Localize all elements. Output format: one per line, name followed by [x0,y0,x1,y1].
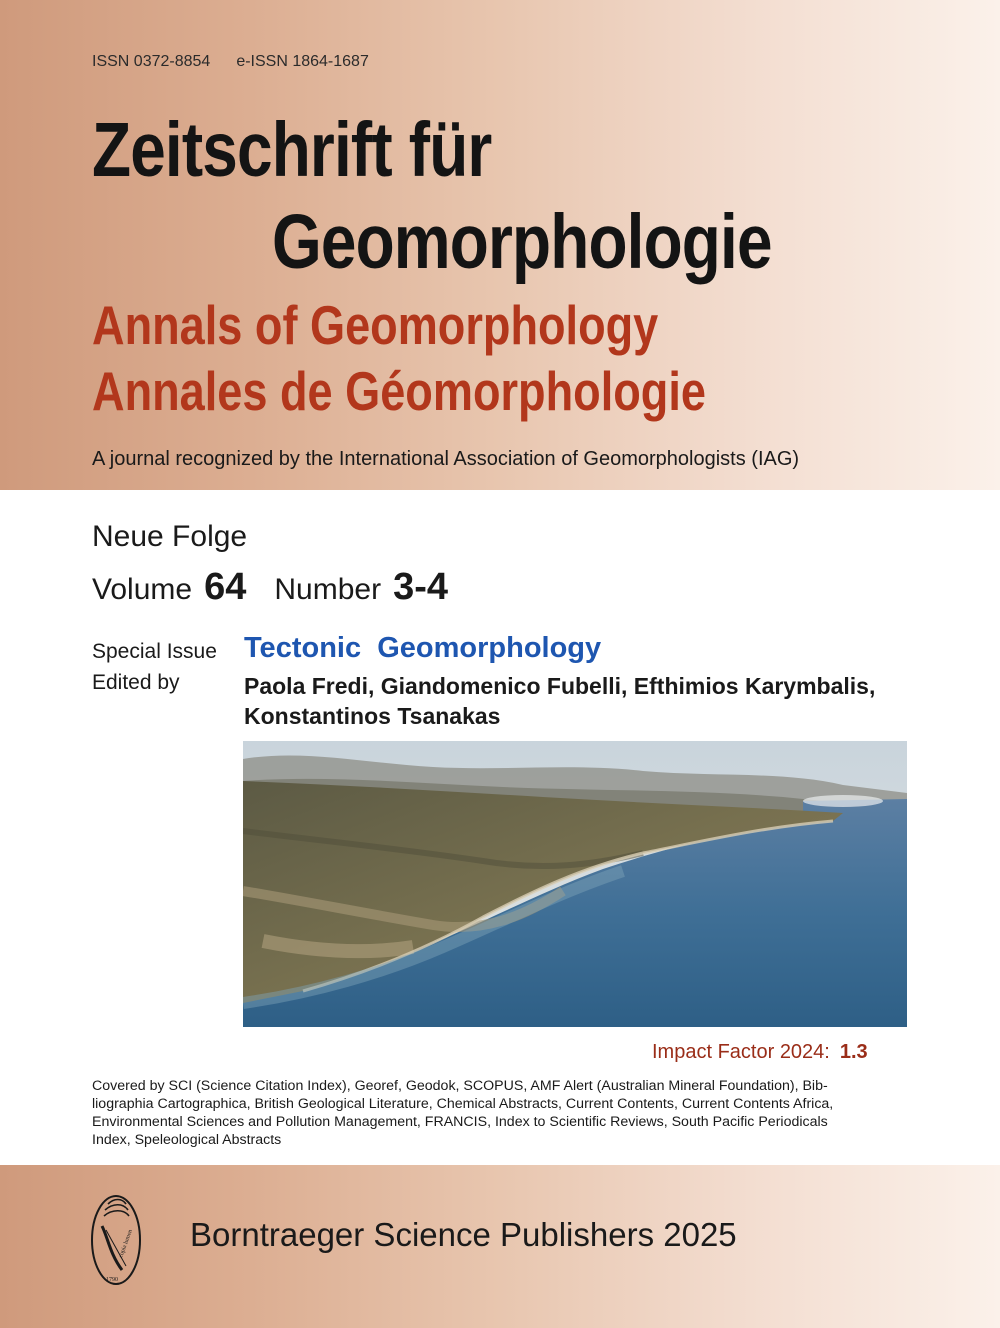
coverage-statement [92,1077,912,1149]
journal-title-en: Annals of Geomorphology [92,294,659,356]
number-value: 3-4 [393,566,448,608]
logo-motto: copia lumen [118,1228,134,1259]
number-label: Number [274,573,382,606]
coverage-line: Environmental Sciences and Pollution Management, FRANCIS, Index to Scientific Reviews, South Pacific Periodicals [92,1114,828,1130]
editors-line1: Paola Fredi, Giandomenico Fubelli, Efthimios Karymbalis, [244,673,876,699]
impact-factor-label: Impact Factor 2024: [652,1041,830,1063]
iag-recognition: A journal recognized by the International Association of Geomorphologists (IAG) [92,448,800,470]
coverage-line: liographia Cartographica, British Geological Literature, Chemical Abstracts, Current Contents, Current Contents Africa, [92,1096,834,1112]
publisher-logo-icon [88,1188,144,1288]
impact-factor-value: 1.3 [839,1041,868,1063]
series-label: Neue Folge [92,520,248,553]
coverage-line: Index, Speleological Abstracts [92,1132,282,1148]
issn-line [92,53,369,71]
publisher-name: Borntraeger Science Publishers 2025 [190,1216,737,1253]
volume-number-row [92,566,448,609]
impact-factor [652,1041,868,1064]
journal-title-de-line2: Geomorphologie [272,199,772,285]
coastal-aerial-photo [243,741,907,1027]
journal-title-de-line1: Zeitschrift für [92,107,492,193]
editors [244,671,875,731]
volume-value: 64 [204,566,247,608]
editors-line2: Konstantinos Tsanakas [244,703,501,729]
edited-by-label: Edited by [92,671,180,694]
issn-electronic: e-ISSN 1864-1687 [236,53,369,70]
volume-label: Volume [92,573,193,606]
special-issue-title: Tectonic Geomorphology [244,632,602,664]
coverage-line: Covered by SCI (Science Citation Index), Georef, Geodok, SCOPUS, AMF Alert (Australian Mineral Foundation), Bib- [92,1078,828,1094]
issn-print: ISSN 0372-8854 [92,53,211,70]
special-issue-label: Special Issue [92,640,217,663]
logo-year: 1790 [106,1277,118,1283]
journal-title-fr: Annales de Géomorphologie [92,360,706,422]
